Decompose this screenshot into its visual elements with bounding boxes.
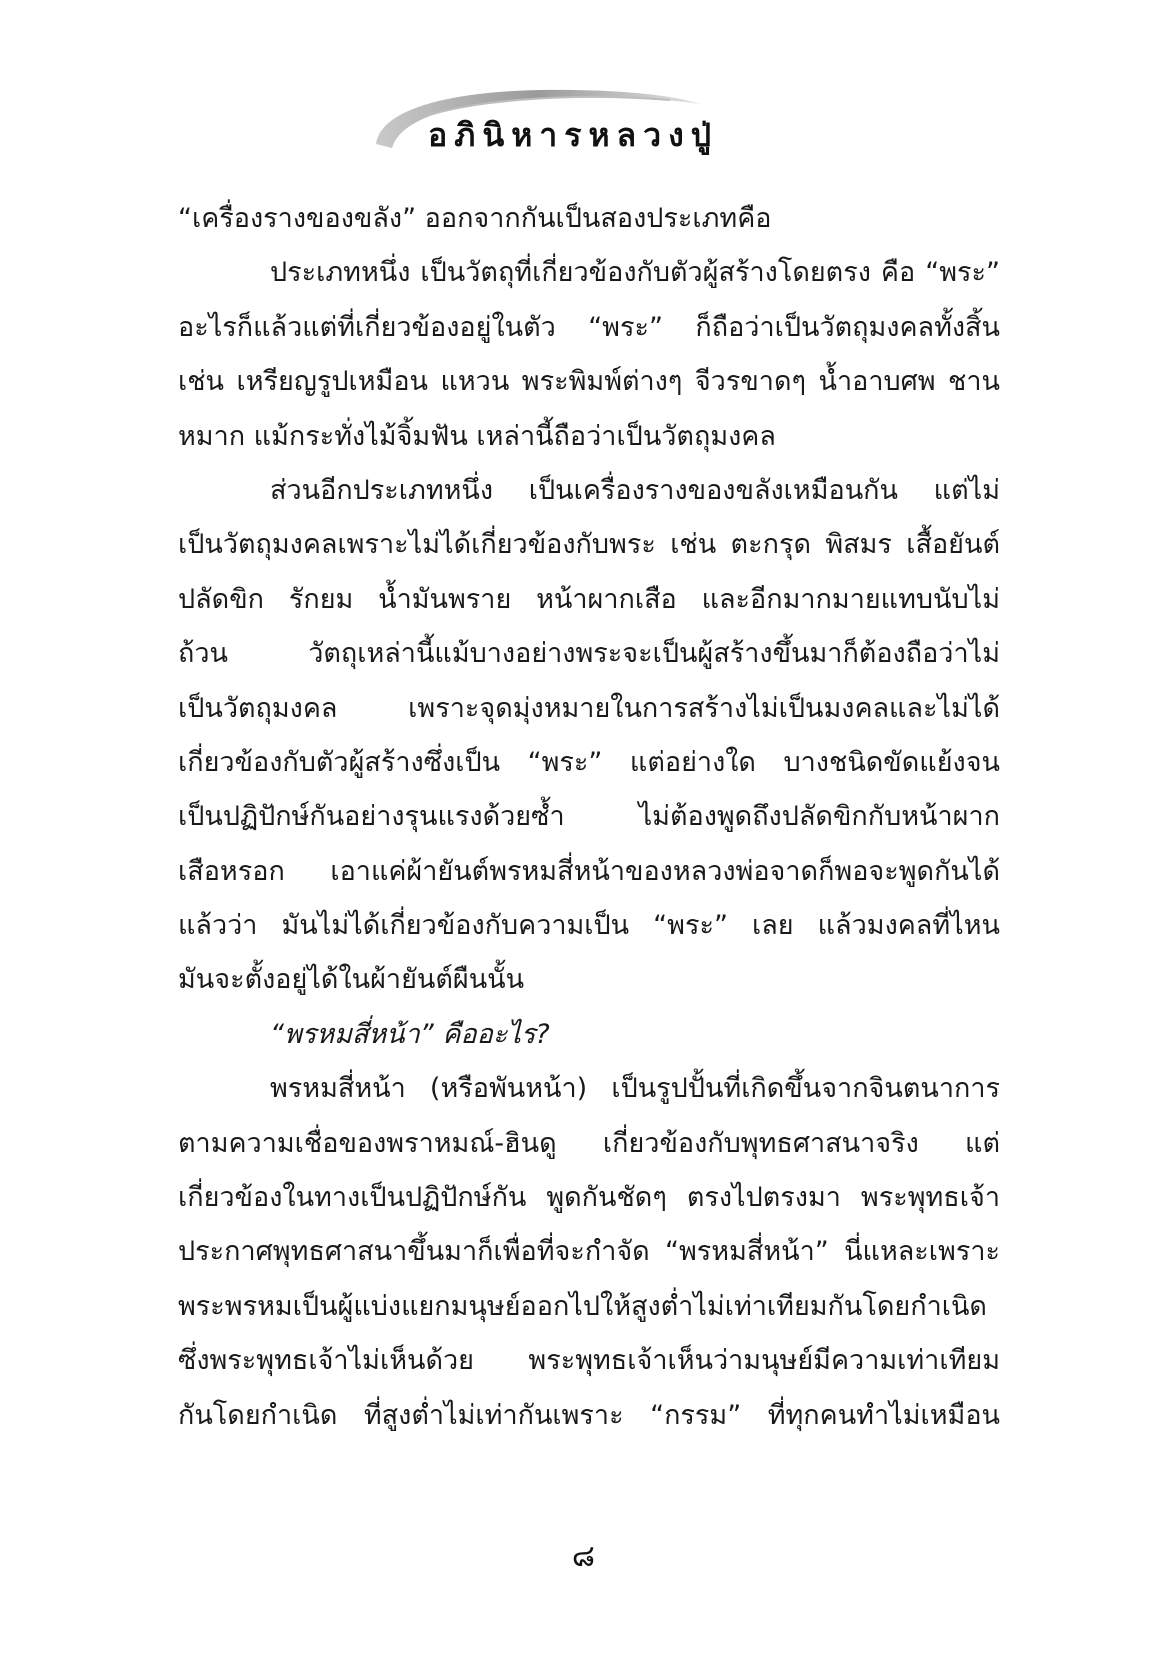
text-line: มันจะตั้งอยู่ได้ในผ้ายันต์ผืนนั้น (178, 964, 525, 996)
text-line: เป็นวัตถุมงคลเพราะไม่ได้เกี่ยวข้องกับพระ เช่น ตะกรุด พิสมร เสื้อยันต์ (178, 529, 1000, 561)
text-line: พรหมสี่หน้า (หรือพันหน้า) เป็นรูปปั้นที่เกิดขึ้นจากจินตนาการ (270, 1073, 1000, 1105)
page-header (370, 82, 770, 162)
text-line: กันโดยกำเนิด ที่สูงต่ำไม่เท่ากันเพราะ “กรรม” ที่ทุกคนทำไม่เหมือน (178, 1399, 1000, 1431)
text-line: หมาก แม้กระทั่งไม้จิ้มฟัน เหล่านี้ถือว่าเป็นวัตถุมงคล (178, 420, 776, 452)
text-line: พระพรหมเป็นผู้แบ่งแยกมนุษย์ออกไปให้สูงต่ำไม่เท่าเทียมกันโดยกำเนิด (178, 1290, 987, 1322)
text-line: ประเภทหนึ่ง เป็นวัตถุที่เกี่ยวข้องกับตัวผู้สร้างโดยตรง คือ “พระ” (270, 257, 1000, 289)
text-line: เป็นวัตถุมงคล เพราะจุดมุ่งหมายในการสร้างไม่เป็นมงคลและไม่ได้ (178, 692, 1000, 724)
text-line: ประกาศพุทธศาสนาขึ้นมาก็เพื่อที่จะกำจัด “พรหมสี่หน้า” นี่แหละเพราะ (178, 1236, 1000, 1268)
text-line: อะไรก็แล้วแต่ที่เกี่ยวข้องอยู่ในตัว “พระ” ก็ถือว่าเป็นวัตถุมงคลทั้งสิ้น (178, 311, 1000, 343)
text-line: ซึ่งพระพุทธเจ้าไม่เห็นด้วย พระพุทธเจ้าเห็นว่ามนุษย์มีความเท่าเทียม (178, 1345, 1000, 1377)
text-line: “เครื่องรางของขลัง” ออกจากกันเป็นสองประเภทคือ (178, 203, 772, 234)
page-number: ๘ (571, 1539, 596, 1574)
text-line: เกี่ยวข้องในทางเป็นปฏิปักษ์กัน พูดกันชัดๆ ตรงไปตรงมา พระพุทธเจ้า (178, 1182, 1000, 1214)
text-line: เช่น เหรียญรูปเหมือน แหวน พระพิมพ์ต่างๆ จีวรขาดๆ น้ำอาบศพ ชาน (178, 366, 1000, 398)
text-line: ปลัดขิก รักยม น้ำมันพราย หน้าผากเสือ และอีกมากมายแทบนับไม่ (178, 583, 1000, 615)
text-line: เกี่ยวข้องกับตัวผู้สร้างซึ่งเป็น “พระ” แต่อย่างใด บางชนิดขัดแย้งจน (178, 746, 1000, 778)
section-heading: “พรหมสี่หน้า” คืออะไร? (270, 1018, 550, 1050)
text-line: ตามความเชื่อของพราหมณ์-ฮินดู เกี่ยวข้องกับพุทธศาสนาจริง แต่ (178, 1127, 1000, 1159)
body-text (178, 192, 1000, 1443)
text-line: ส่วนอีกประเภทหนึ่ง เป็นเครื่องรางของขลังเหมือนกัน แต่ไม่ (270, 474, 1000, 506)
text-line: แล้วว่า มันไม่ได้เกี่ยวข้องกับความเป็น “พระ” เลย แล้วมงคลที่ไหน (178, 910, 1000, 942)
book-title: อภินิหารหลวงปู่ (428, 116, 719, 154)
text-line: ถ้วน วัตถุเหล่านี้แม้บางอย่างพระจะเป็นผู้สร้างขึ้นมาก็ต้องถือว่าไม่ (178, 638, 1000, 670)
text-line: เสือหรอก เอาแค่ผ้ายันต์พรหมสี่หน้าของหลวงพ่อจาดก็พอจะพูดกันได้ (178, 855, 1000, 887)
text-line: เป็นปฏิปักษ์กันอย่างรุนแรงด้วยซ้ำ ไม่ต้องพูดถึงปลัดขิกกับหน้าผาก (178, 801, 1000, 833)
